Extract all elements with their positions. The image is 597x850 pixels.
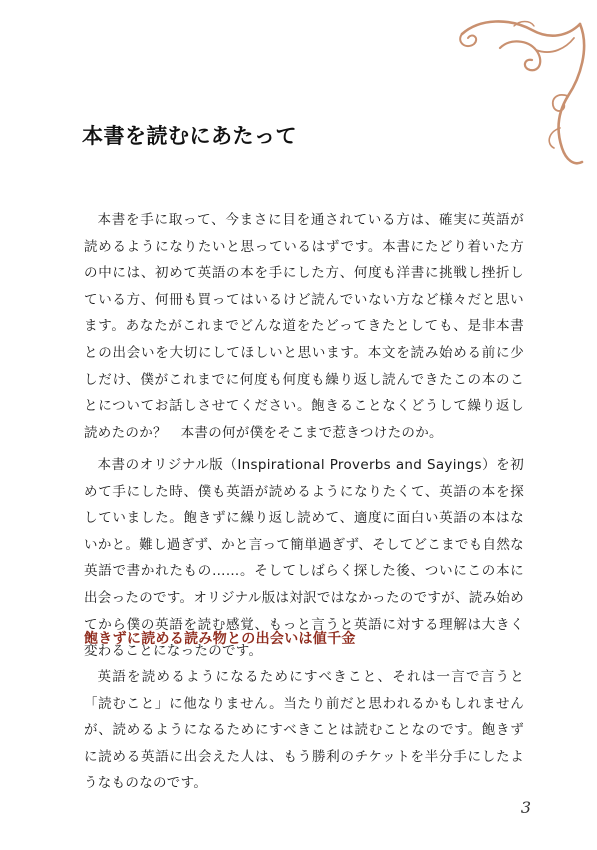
paragraph-reading: 英語を読めるようになるためにすべきこと、それは一言で言うと「読むこと」に他なりません。当たり前だと思われるかもしれませんが、読めるようになるためにすべきことは読むことなのです。飽きずに読める英語に出会えた人は、もう勝利のチケットを半分手にしたようなものなのです。 — [84, 669, 524, 792]
section-subheading: 飽きずに読める読み物との出会いは値千金 — [84, 631, 356, 647]
flourish-ornament-icon — [440, 8, 590, 168]
paragraph-intro: 本書を手に取って、今まさに目を通されている方は、確実に英語が読めるようになりたいと思っているはずです。本書にたどり着いた方の中には、初めて英語の本を手にした方、何度も洋書に挑戦し挫折している方、何冊も買ってはいるけど読んでいない方など様々だと思います。あなたがこれまでどんな道をたどってきたとしても、是非本書との出会いを大切にしてほしいと思います。本文を読み始める前に少しだけ、僕がこれまでに何度も何度も繰り返し読んできたこの本のことについてお話しさせてください。飽きることなくどうして繰り返し読めたのか？ 本書の何が僕をそこまで惹きつけたのか。 — [84, 212, 524, 441]
paragraph-original-edition: 本書のオリジナル版（Inspirational Proverbs and Sayings）を初めて手にした時、僕も英語が読めるようになりたくて、英語の本を探していました。飽きずに繰り返し読めて、適度に面白い英語の本はないかと。難し過ぎず、かと言って簡単過ぎず、そしてどこまでも自然な英語で書かれたもの……。そしてしばらく探した後、ついにこの本に出会ったのです。オリジナル版は対訳ではなかったのですが、読み始めてから僕の英語を読む感覚、もっと言うと英語に対する理解は大きく変わることになったのです。 — [84, 457, 524, 660]
page-title: 本書を読むにあたって — [82, 124, 297, 148]
page-number: 3 — [520, 798, 531, 817]
